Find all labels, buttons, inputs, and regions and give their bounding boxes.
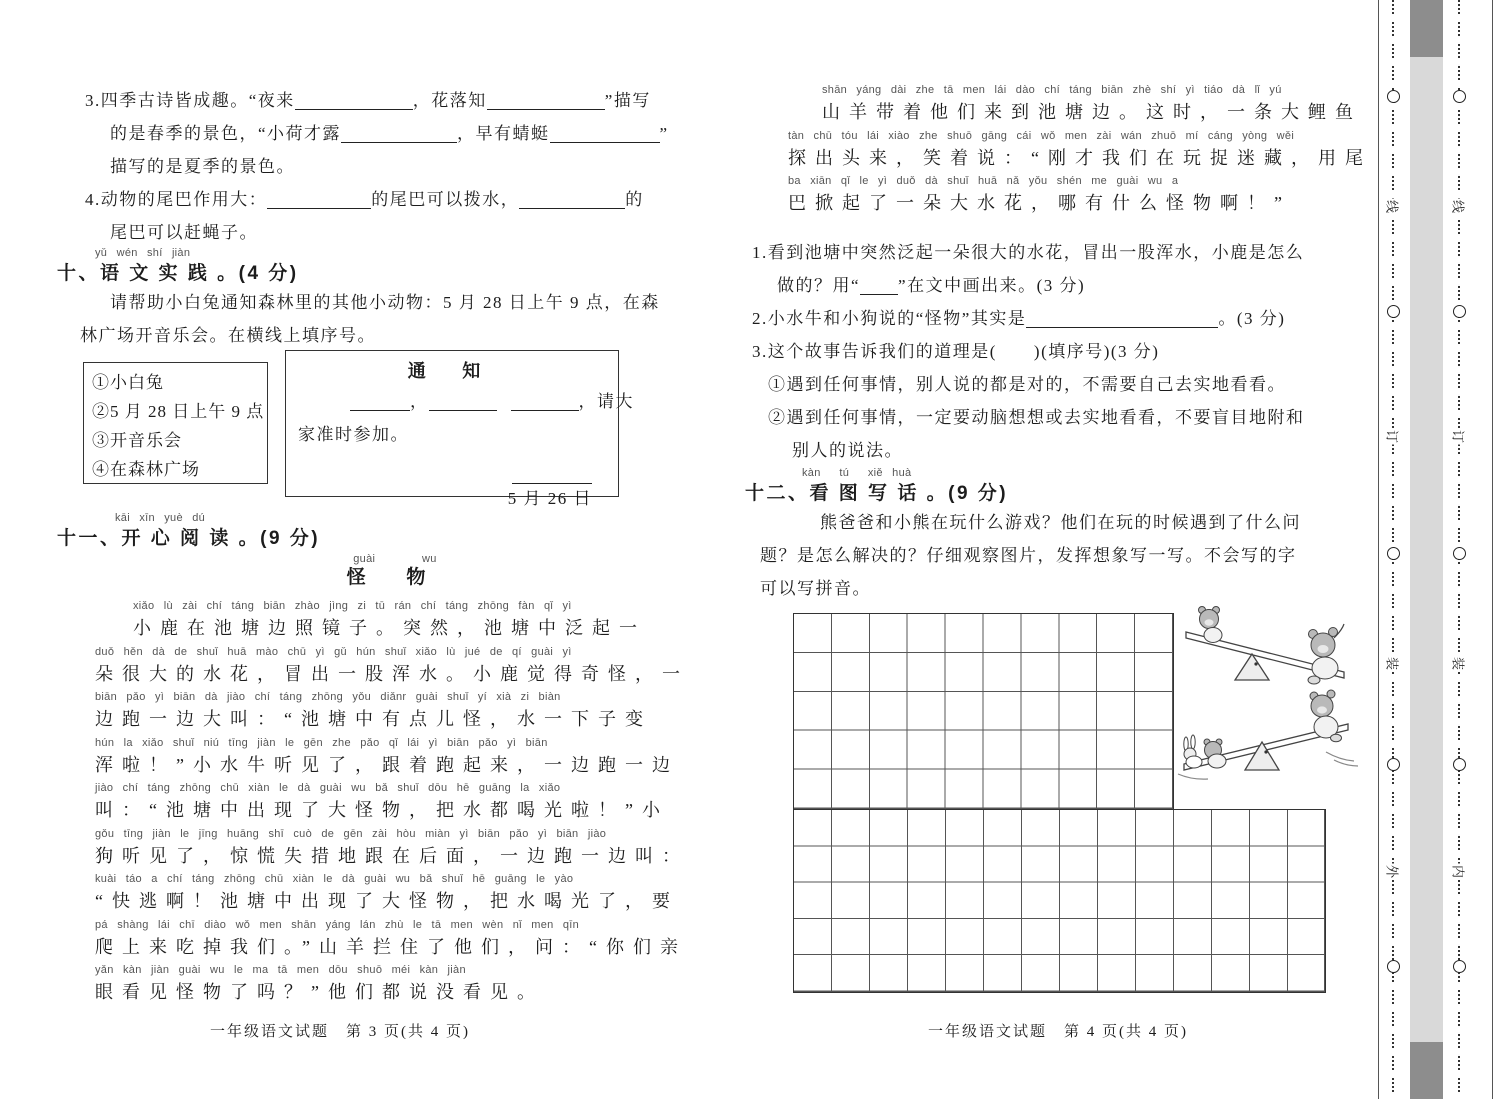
footer-text: 一年级语文试题 第 4 页(共 4 页) [928, 1024, 1188, 1040]
binding-char-wai: 外 [1380, 864, 1407, 880]
question-4-text: 尾巴可以赶蝇子。 [110, 223, 258, 242]
intro-text: 熊爸爸和小熊在玩什么游戏？他们在玩的时候遇到了什么问 [820, 513, 1301, 532]
binding-circle [1387, 90, 1400, 103]
blank-underline [860, 274, 898, 295]
passage-line [95, 644, 701, 690]
passage-hanzi: 叫：“池塘中出现了大怪物，把水都喝光啦！”小 [95, 800, 669, 820]
blank-underline [350, 390, 410, 411]
passage-line [788, 173, 1366, 219]
question-3-text: 3.四季古诗皆成趣。“夜来 [85, 91, 295, 110]
question-3-text: ，花落知 [412, 91, 487, 110]
question-3-text: 3.这个故事告诉我们的道理是( )(填序号)(3 分) [752, 342, 1160, 361]
question-3-text: 的是春季的景色，“小荷才露 [110, 124, 342, 143]
blank-underline [341, 122, 457, 143]
question-4-text: 的 [625, 190, 644, 209]
blank-underline [1026, 307, 1218, 328]
question-3-text: ”描写 [604, 91, 651, 110]
passage-hanzi: 边跑一边大叫：“池塘中有点儿怪，水一下子变 [95, 709, 652, 729]
text-line [752, 302, 1368, 335]
blank-underline [295, 89, 413, 110]
passage-pinyin: ba xiān qǐ le yì duǒ dà shuǐ huā nǎ yǒu shén me guài wu a [788, 175, 1179, 187]
notice-sign-line [298, 463, 606, 485]
notice-text: ，请大 [578, 392, 634, 411]
passage-hanzi: 小鹿在池塘边照镜子。突然，池塘中泛起一 [133, 618, 646, 638]
binding-dark-cap-top [1410, 0, 1443, 57]
binding-circle [1453, 960, 1466, 973]
passage-line [95, 780, 701, 826]
blank-underline [511, 390, 579, 411]
text-line [760, 539, 1368, 572]
question-4-text: 4.动物的尾巴作用大： [85, 190, 268, 209]
binding-char-zhuang: 装 [1380, 656, 1407, 672]
question-3-text: ” [659, 124, 669, 143]
passage-pinyin: xiǎo lù zài chí táng biān zhào jìng zi tū rán chí táng zhōng fàn qǐ yì [133, 600, 572, 612]
notice-box [285, 350, 634, 508]
story-title: 怪 物 [346, 567, 444, 588]
text-line [85, 150, 693, 183]
notice-date [298, 485, 606, 513]
text-line [298, 418, 606, 451]
question-1-text: 做的？用“ [777, 276, 861, 295]
passage-pinyin: yǎn kàn jiàn guài wu le ma tā men dōu shuō méi kàn jiàn [95, 964, 466, 976]
binding-circle [1453, 547, 1466, 560]
binding-circle [1453, 305, 1466, 318]
binding-border-right [1492, 0, 1493, 1099]
passage-pinyin: pá shàng lái chī diào wǒ men shān yáng lán zhù le tā men wèn nǐ men qīn [95, 918, 580, 931]
passage-pinyin: tàn chū tóu lái xiào zhe shuō gāng cái wǒ men zài wán zhuō mí cáng yòng wěi [788, 129, 1295, 142]
binding-circle [1453, 758, 1466, 771]
notice-text: 家准时参加。 [298, 425, 409, 444]
passage-line [788, 128, 1372, 174]
text-line [760, 506, 1368, 539]
passage-hanzi: 朵很大的水花，冒出一股浑水。小鹿觉得奇怪，一 [95, 663, 689, 684]
passage-pinyin: hún la xiǎo shuǐ niú tīng jiàn le gēn zhe pǎo qǐ lái yì biān pǎo yì biān [95, 736, 548, 749]
passage-pinyin: kuài táo a chí táng zhōng chū xiàn le dà guài wu bǎ shuǐ hē guāng le yào [95, 873, 574, 885]
text-line [752, 401, 1368, 434]
text-line [752, 368, 1368, 401]
text-line [752, 236, 1368, 269]
binding-dash-line-outer [1384, 0, 1400, 1099]
binding-gray-bar [1410, 0, 1443, 1099]
section-11-title: 十一、开 心 阅 读 。(9 分) [57, 528, 321, 549]
text-line [752, 269, 1368, 302]
section-10-intro [80, 286, 695, 352]
passage-pinyin: gǒu tīng jiàn le jīng huāng shī cuò de gēn zài hòu miàn yì biān pǎo yì biān jiào [95, 827, 607, 840]
binding-char-nei: 内 [1446, 864, 1473, 880]
intro-text: 请帮助小白兔通知森林里的其他小动物：5 月 28 日上午 9 点，在森 [110, 293, 660, 312]
notice-date-text: 5 月 26 日 [507, 489, 592, 508]
story-title-pinyin: guài wu [353, 553, 437, 565]
question-3-option-1: ①遇到任何事情，别人说的都是对的，不需要自己去实地看看。 [768, 375, 1286, 394]
question-3-option-2: ②遇到任何事情，一定要动脑想想或去实地看看，不要盲目地附和 [768, 408, 1305, 427]
binding-dash-line-inner [1450, 0, 1466, 1099]
passage-line [95, 871, 701, 917]
binding-char-xian: 线 [1380, 199, 1407, 215]
passage-hanzi: 探出头来，笑着说：“刚才我们在玩捉迷藏，用尾 [788, 147, 1372, 168]
question-4 [85, 183, 693, 249]
options-box [83, 362, 268, 484]
reading-passage-left [95, 598, 701, 1008]
binding-circle [1453, 90, 1466, 103]
blank-underline [512, 463, 592, 484]
footer-page-4 [758, 1020, 1358, 1041]
reading-passage-right [788, 82, 1372, 219]
option-item: ①小白兔 [92, 373, 164, 392]
passage-pinyin: shān yáng dài zhe tā men lái dào chí táng biān zhè shí yì tiáo dà lǐ yú [822, 84, 1282, 96]
pinyin-label: yǔ wén shí jiàn [95, 247, 191, 259]
blank-underline [550, 122, 660, 143]
intro-text: 题？是怎么解决的？仔细观察图片，发挥想象写一写。不会写的字 [760, 546, 1297, 565]
passage-pinyin: jiào chí táng zhōng chū xiàn le dà guài wu bǎ shuǐ dōu hē guāng la xiǎo [95, 782, 561, 794]
pinyin-label: kàn tú xiě huà [802, 467, 912, 479]
blank-underline [487, 89, 605, 110]
passage-pinyin: duǒ hěn dà de shuǐ huā mào chū yì gǔ hún shuǐ xiǎo lù jué de qí guài yì [95, 645, 572, 658]
passage-line [95, 917, 701, 963]
passage-line [788, 82, 1366, 128]
seesaw-scene-1 [1186, 607, 1344, 685]
reading-questions [752, 236, 1368, 467]
seesaw-scene-2 [1178, 690, 1358, 779]
binding-circle [1387, 758, 1400, 771]
option-item: ②5 月 28 日上午 9 点 [92, 402, 265, 421]
section-12-title: 十二、看 图 写 话 。(9 分) [745, 483, 1009, 504]
intro-text: 林广场开音乐会。在横线上填序号。 [80, 326, 376, 345]
notice-blank-line [298, 385, 634, 418]
section-11-header [57, 523, 320, 550]
section-10-header [57, 258, 299, 285]
binding-dark-cap-bottom [1410, 1042, 1443, 1099]
question-3-option-2: 别人的说法。 [792, 441, 903, 460]
passage-hanzi: 狗听见了，惊慌失措地跟在后面，一边跑一边叫： [95, 845, 689, 866]
seesaw-illustration [1176, 596, 1370, 804]
passage-hanzi: 浑啦！”小水牛听见了，跟着跑起来，一边跑一边 [95, 754, 679, 775]
question-2-text: 。(3 分) [1218, 309, 1286, 328]
section-12-intro [760, 506, 1368, 605]
passage-hanzi: 爬上来吃掉我们。”山羊拦住了他们，问：“你们亲 [95, 936, 687, 957]
passage-hanzi: 巴掀起了一朵大水花，哪有什么怪物啊！” [788, 193, 1291, 213]
text-line [80, 286, 695, 319]
section-12-header [745, 478, 1008, 505]
passage-line [95, 598, 701, 644]
text-line [752, 335, 1368, 368]
footer-page-3 [60, 1020, 620, 1041]
question-3-text: ，早有蜻蜓 [457, 124, 550, 143]
section-10-title: 十、语 文 实 践 。(4 分) [57, 263, 299, 284]
footer-text: 一年级语文试题 第 3 页(共 4 页) [210, 1024, 470, 1040]
text-line [85, 84, 693, 117]
blank-underline [267, 188, 371, 209]
writing-grid-lower [793, 809, 1326, 993]
passage-hanzi: 眼看见怪物了吗？”他们都说没看见。 [95, 982, 544, 1002]
option-item: ③开音乐会 [92, 431, 182, 450]
passage-hanzi: 山羊带着他们来到池塘边。这时，一条大鲤鱼 [822, 102, 1362, 122]
blank-underline [429, 390, 497, 411]
notice-title: 通 知 [407, 361, 497, 381]
passage-hanzi: “快逃啊！池塘中出现了大怪物，把水喝光了，要 [95, 891, 679, 911]
passage-line [95, 689, 701, 735]
text-line [85, 183, 693, 216]
passage-pinyin: biān pǎo yì biān dà jiào chí táng zhōng yǒu diǎnr guài shuǐ yí xià zi biàn [95, 691, 561, 703]
binding-circle [1387, 547, 1400, 560]
blank-underline [519, 188, 625, 209]
passage-line [95, 826, 701, 872]
notice-text: ， [410, 392, 429, 411]
passage-line [95, 962, 701, 1008]
question-3-text: 描写的是夏季的景色。 [110, 157, 295, 176]
question-3 [85, 84, 693, 183]
question-4-text: 的尾巴可以拨水， [371, 190, 520, 209]
binding-circle [1387, 305, 1400, 318]
text-line [80, 319, 695, 352]
question-1-text: 1.看到池塘中突然泛起一朵很大的水花，冒出一股浑水，小鹿是怎么 [752, 243, 1305, 262]
text-line [85, 117, 693, 150]
binding-char-ding: 订 [1446, 429, 1473, 445]
binding-border-left [1378, 0, 1379, 1099]
passage-line [95, 735, 701, 781]
writing-grid-upper [793, 613, 1174, 810]
pinyin-label: kāi xīn yuè dú [115, 512, 206, 524]
binding-char-zhuang: 装 [1446, 656, 1473, 672]
question-2-text: 2.小水牛和小狗说的“怪物”其实是 [752, 309, 1027, 328]
intro-text: 可以写拼音。 [760, 579, 871, 598]
binding-circle [1387, 960, 1400, 973]
option-item: ④在森林广场 [92, 460, 200, 479]
story-title-block [95, 553, 695, 591]
binding-char-ding: 订 [1380, 429, 1407, 445]
question-1-text: ”在文中画出来。(3 分) [898, 276, 1086, 295]
binding-char-xian: 线 [1446, 199, 1473, 215]
